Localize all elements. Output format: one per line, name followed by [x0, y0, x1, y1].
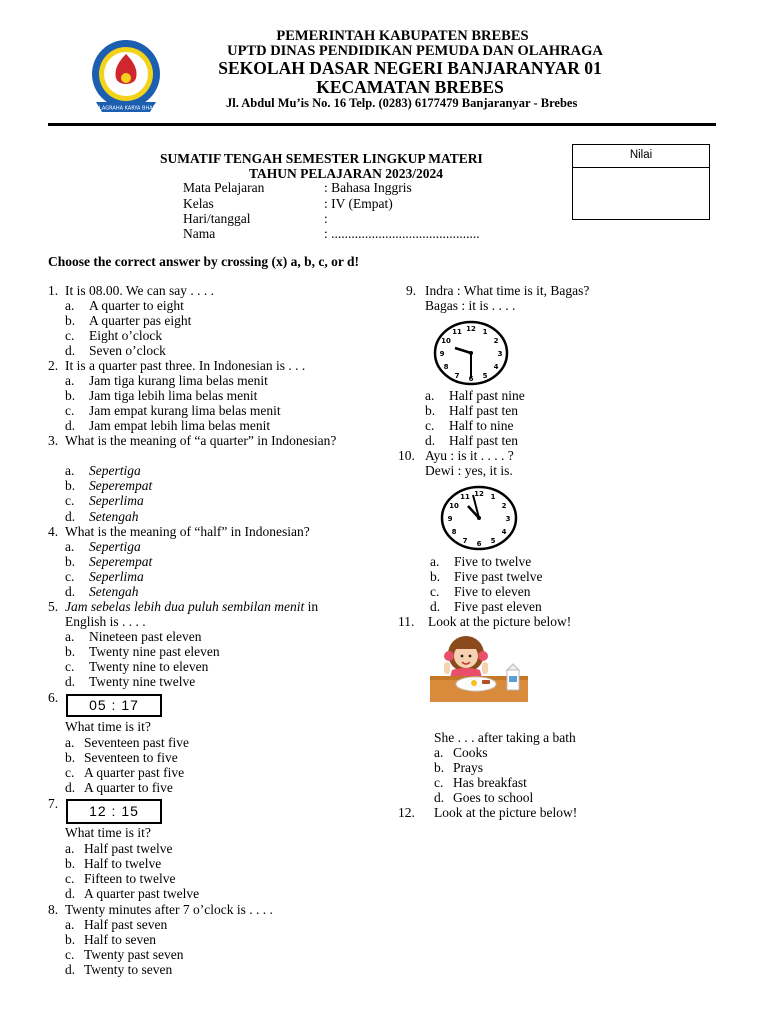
option: c. Fifteen to twelve: [65, 871, 176, 886]
clock-number: 2: [493, 337, 499, 345]
score-box-header: Nilai: [573, 145, 709, 168]
option: c. Twenty past seven: [65, 947, 184, 962]
question-text: Jam sebelas lebih dua puluh sembilan menit in: [65, 599, 319, 614]
option: a. Sepertiga: [65, 463, 141, 478]
option: a. Half past nine: [425, 388, 525, 403]
option: c. Has breakfast: [434, 775, 527, 790]
option: d. Setengah: [65, 509, 139, 524]
exam-field-value: : IV (Empat): [324, 196, 393, 211]
clock-number: 4: [493, 363, 499, 371]
option: a. Jam tiga kurang lima belas menit: [65, 373, 268, 388]
question-text: Twenty minutes after 7 o’clock is . . . .: [65, 902, 273, 917]
option: b. Jam tiga lebih lima belas menit: [65, 388, 258, 403]
option: a. Half past seven: [65, 917, 168, 932]
question-number: 1.: [48, 283, 59, 298]
question-text: What is the meaning of “a quarter” in Indonesian?: [65, 433, 337, 448]
breakfast-illustration: [430, 632, 528, 702]
question-text: Look at the picture below!: [434, 805, 578, 820]
option: b. Prays: [434, 760, 483, 775]
question-text: Ayu : is it . . . . ?: [425, 448, 514, 463]
exam-field-label: Hari/tanggal: [183, 211, 251, 226]
option: d. Jam empat lebih lima belas menit: [65, 418, 271, 433]
option: b. Seperempat: [65, 554, 153, 569]
question-text: What time is it?: [65, 719, 151, 734]
analog-clock: [440, 485, 518, 551]
exam-field-value: : Bahasa Inggris: [324, 180, 412, 195]
clock-number: 12: [466, 325, 476, 333]
option: a. Five to twelve: [430, 554, 532, 569]
option: d. Setengah: [65, 584, 139, 599]
instruction: Choose the correct answer by crossing (x) a, b, c, or d!: [48, 254, 359, 269]
option: c. A quarter past five: [65, 765, 185, 780]
option: a. Seventeen past five: [65, 735, 189, 750]
question-text: English is . . . .: [65, 614, 146, 629]
option: c. Eight o’clock: [65, 328, 163, 343]
clock-number: 8: [451, 528, 457, 536]
clock-number: 6: [476, 540, 482, 548]
option: c. Jam empat kurang lima belas menit: [65, 403, 281, 418]
question-number: 9.: [406, 283, 417, 298]
header-address: Jl. Abdul Mu’is No. 16 Telp. (0283) 6177479 Banjaranyar - Brebes: [226, 96, 578, 110]
question-number: 6.: [48, 690, 59, 705]
option: b. Seventeen to five: [65, 750, 178, 765]
option: b. Twenty nine past eleven: [65, 644, 220, 659]
clock-number: 5: [490, 537, 496, 545]
header-line1: PEMERINTAH KABUPATEN BREBES: [276, 28, 529, 44]
option: c. Seperlima: [65, 493, 144, 508]
question-text: Indra : What time is it, Bagas?: [425, 283, 590, 298]
option: c. Seperlima: [65, 569, 144, 584]
question-text: Look at the picture below!: [428, 614, 572, 629]
clock-number: 9: [439, 350, 445, 358]
exam-field-label: Mata Pelajaran: [183, 180, 265, 195]
question-number: 12.: [398, 805, 415, 820]
option: c. Five to eleven: [430, 584, 531, 599]
analog-clock: [433, 320, 509, 386]
question-text: What time is it?: [65, 825, 151, 840]
exam-title-2: TAHUN PELAJARAN 2023/2024: [248, 166, 443, 181]
clock-number: 8: [443, 363, 449, 371]
clock-number: 1: [490, 493, 496, 501]
option: a. Nineteen past eleven: [65, 629, 202, 644]
option: b. Half to twelve: [65, 856, 162, 871]
exam-field-value: : ............................................: [324, 226, 480, 241]
question-text: She . . . after taking a bath: [434, 730, 576, 745]
question-number: 3.: [48, 433, 59, 448]
option: a. Sepertiga: [65, 539, 141, 554]
option: d. A quarter past twelve: [65, 886, 200, 901]
option: d. Twenty to seven: [65, 962, 173, 977]
exam-field-label: Nama: [183, 226, 216, 241]
clock-number: 11: [452, 328, 462, 336]
clock-number: 12: [474, 490, 484, 498]
option: d. A quarter to five: [65, 780, 173, 795]
clock-number: 10: [441, 337, 451, 345]
option: a. Cooks: [434, 745, 488, 760]
option: b. Half to seven: [65, 932, 156, 947]
option: d. Goes to school: [434, 790, 534, 805]
question-number: 7.: [48, 796, 59, 811]
clock-number: 9: [447, 515, 453, 523]
option: d. Five past eleven: [430, 599, 542, 614]
option: d. Twenty nine twelve: [65, 674, 196, 689]
digital-clock: 12 : 15: [66, 799, 162, 824]
clock-number: 3: [497, 350, 503, 358]
option: d. Half past ten: [425, 433, 518, 448]
clock-number: 5: [482, 372, 488, 380]
option: c. Half to nine: [425, 418, 514, 433]
option: a. A quarter to eight: [65, 298, 184, 313]
clock-number: 2: [501, 502, 507, 510]
clock-number: 1: [482, 328, 488, 336]
exam-field-value: :: [324, 211, 328, 226]
question-number: 4.: [48, 524, 59, 539]
header-divider: [48, 123, 716, 126]
exam-field-label: Kelas: [183, 196, 214, 211]
question-number: 10.: [398, 448, 415, 463]
exam-title-1: SUMATIF TENGAH SEMESTER LINGKUP MATERI: [160, 151, 483, 166]
clock-number: 6: [468, 375, 474, 383]
option: b. A quarter pas eight: [65, 313, 192, 328]
clock-number: 11: [460, 493, 470, 501]
question-text: Bagas : it is . . . .: [425, 298, 516, 313]
clock-number: 4: [501, 528, 507, 536]
svg-text:SOLAGRAHA KARYA BHAKTI: SOLAGRAHA KARYA BHAKTI: [91, 105, 161, 112]
header-line4: KECAMATAN BREBES: [316, 77, 504, 97]
school-logo: [86, 36, 166, 120]
header-line2: UPTD DINAS PENDIDIKAN PEMUDA DAN OLAHRAGA: [227, 43, 603, 59]
clock-number: 3: [505, 515, 511, 523]
header-line3: SEKOLAH DASAR NEGERI BANJARANYAR 01: [218, 58, 602, 78]
option: b. Five past twelve: [430, 569, 543, 584]
clock-number: 7: [462, 537, 468, 545]
question-text: It is a quarter past three. In Indonesian is . . .: [65, 358, 306, 373]
question-text: It is 08.00. We can say . . . .: [65, 283, 215, 298]
option: a. Half past twelve: [65, 841, 173, 856]
question-text: Dewi : yes, it is.: [425, 463, 513, 478]
clock-number: 10: [449, 502, 459, 510]
question-number: 2.: [48, 358, 59, 373]
digital-clock: 05 : 17: [66, 694, 162, 717]
question-number: 5.: [48, 599, 59, 614]
option: d. Seven o’clock: [65, 343, 166, 358]
question-number: 8.: [48, 902, 59, 917]
question-number: 11.: [398, 614, 415, 629]
score-box: [572, 144, 710, 220]
clock-number: 7: [454, 372, 460, 380]
option: c. Twenty nine to eleven: [65, 659, 209, 674]
option: b. Seperempat: [65, 478, 153, 493]
question-text: What is the meaning of “half” in Indonesian?: [65, 524, 310, 539]
option: b. Half past ten: [425, 403, 518, 418]
